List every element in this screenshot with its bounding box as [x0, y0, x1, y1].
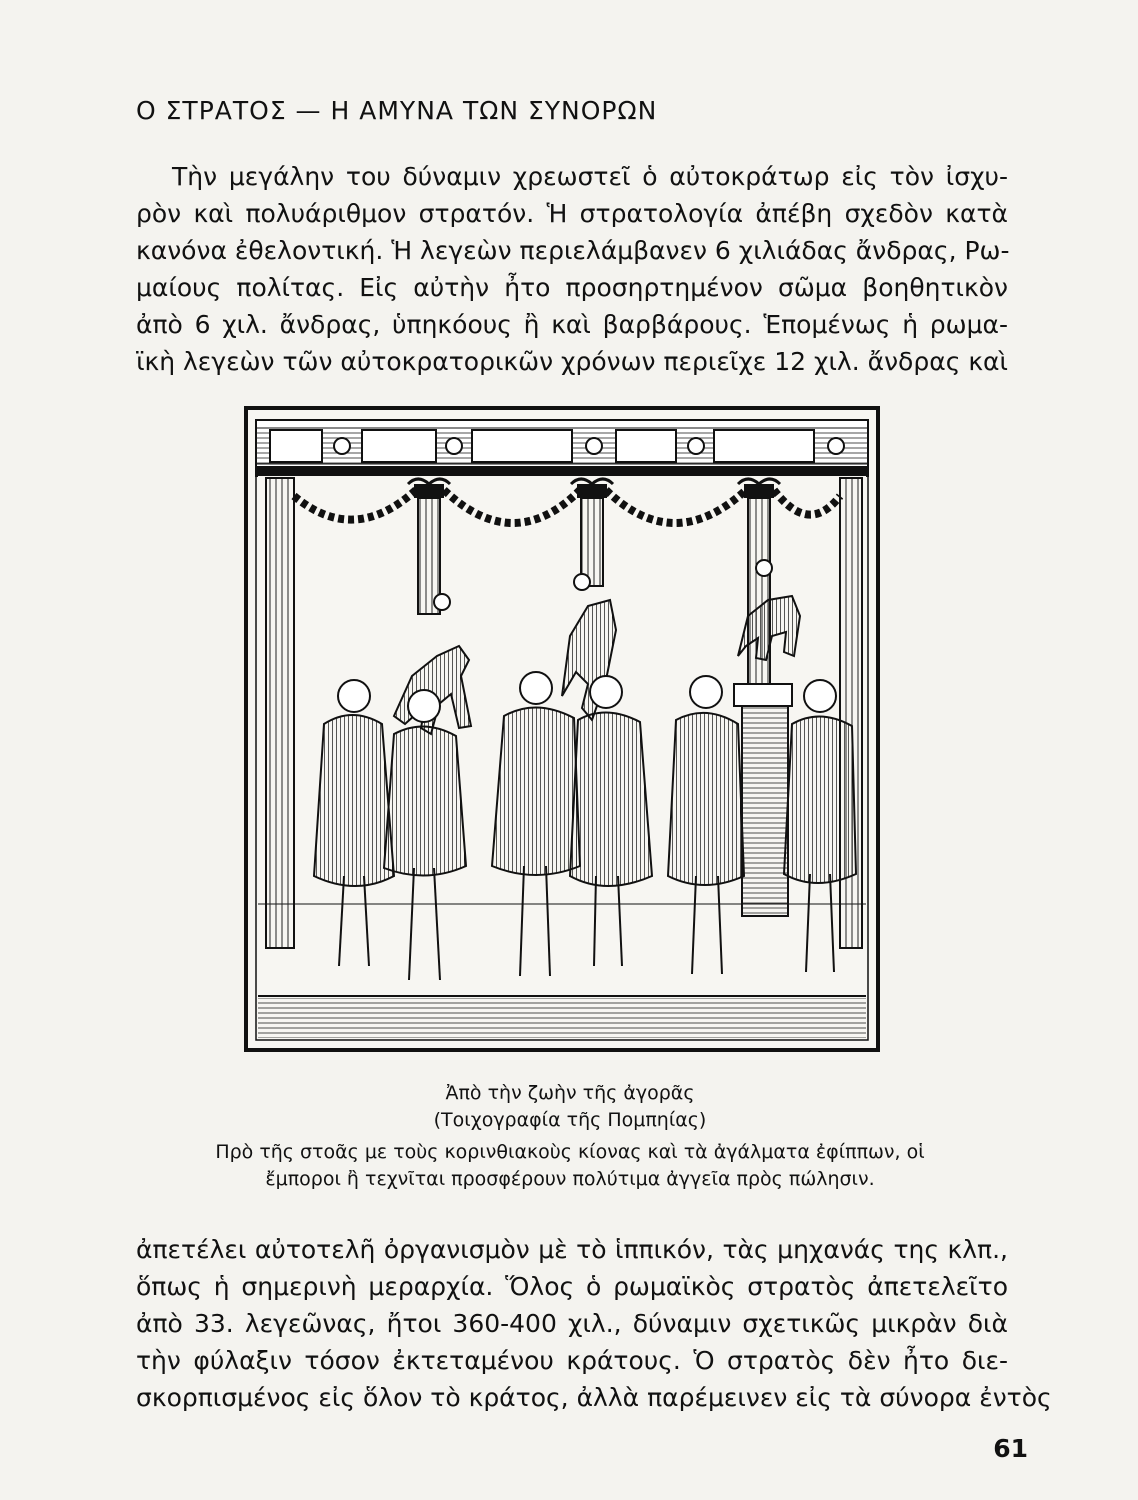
caption-line: ἔμποροι ἢ τεχνῖται προσφέρουν πολύτιμα ἀγγεῖα πρὸς πώλησιν. [265, 1168, 875, 1190]
entablature-frieze [256, 420, 868, 476]
text-line: τὴν φύλαξιν τόσον ἐκτεταμένου κράτους. Ὁ στρατὸς δὲν ἦτο διε- [136, 1346, 1008, 1375]
page-number: 61 [993, 1434, 1028, 1463]
text-line: Τὴν μεγάλην του δύναμιν χρεωστεῖ ὁ αὐτοκράτωρ εἰς τὸν ἰσχυ- [172, 162, 1008, 191]
paragraph-top [136, 158, 1008, 380]
pompeii-fresco-engraving [244, 406, 880, 1052]
figure-caption-description [130, 1139, 1010, 1193]
text-line: μαίους πολίτας. Εἰς αὐτὴν ἦτο προσηρτημένον σῶμα βοηθητικὸν [136, 273, 1008, 302]
figure-caption-title: Ἀπὸ τὴν ζωὴν τῆς ἀγορᾶς [445, 1082, 695, 1104]
text-line: ϊκὴ λεγεὼν τῶν αὐτοκρατορικῶν χρόνων περιεῖχε 12 χιλ. ἄνδρας καὶ [136, 347, 1008, 376]
text-line: κανόνα ἐθελοντική. Ἡ λεγεὼν περιελάμβανεν 6 χιλιάδας ἄνδρας, Ρω- [136, 236, 1010, 265]
text-line: ἀπὸ 6 χιλ. ἄνδρας, ὑπηκόους ἢ καὶ βαρβάρους. Ἑπομένως ἡ ρωμα- [136, 310, 1008, 339]
figure-caption-subtitle: (Τοιχογραφία τῆς Πομπηίας) [433, 1109, 707, 1131]
section-heading: Ο ΣΤΡΑΤΟΣ — Η ΑΜΥΝΑ ΤΩΝ ΣΥΝΟΡΩΝ [136, 96, 658, 125]
text-line: ἀπὸ 33. λεγεῶνας, ἤτοι 360-400 χιλ., δύναμιν σχετικῶς μικρὰν διὰ [136, 1309, 1008, 1338]
caption-line: Πρὸ τῆς στοᾶς με τοὺς κορινθιακοὺς κίονας καὶ τὰ ἀγάλματα ἐφίππων, οἱ [215, 1141, 925, 1163]
text-line: σκορπισμένος εἰς ὅλον τὸ κράτος, ἀλλὰ παρέμεινεν εἰς τὰ σύνορα ἐντὸς [136, 1383, 1052, 1412]
paragraph-bottom [136, 1231, 1052, 1416]
text-line: ρὸν καὶ πολυάριθμον στρατόν. Ἡ στρατολογία ἀπέβη σχεδὸν κατὰ [136, 199, 1008, 228]
text-line: ὅπως ἡ σημερινὴ μεραρχία. Ὅλος ὁ ρωμαϊκὸς στρατὸς ἀπετελεῖτο [136, 1272, 1008, 1301]
text-line: ἀπετέλει αὐτοτελῆ ὀργανισμὸν μὲ τὸ ἱππικόν, τὰς μηχανάς της κλπ., [136, 1235, 1008, 1264]
